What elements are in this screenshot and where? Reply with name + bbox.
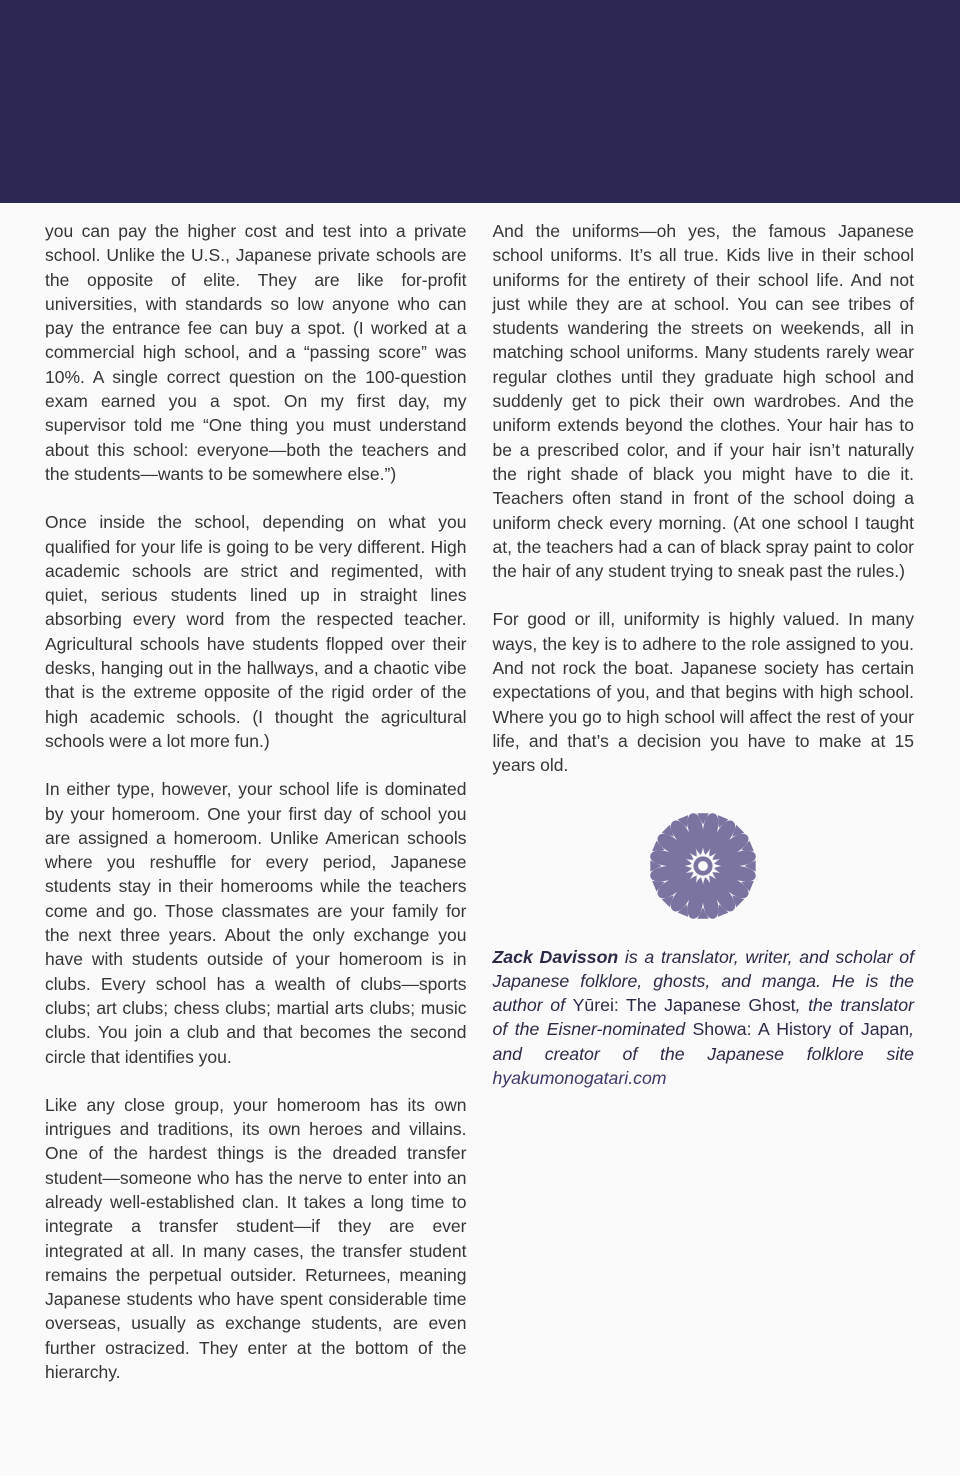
body-paragraph: For good or ill, uniformity is highly valued. In many ways, the key is to adhere to the role assigned to you. And not rock the boat. Japanese society has certain expectations of you, and that begins with high school. Where you go to high school will affect the rest of your life, and that’s a decision you have to make at 15 years old.	[492, 609, 914, 776]
author-bio	[493, 945, 915, 1091]
body-paragraph: Once inside the school, depending on what you qualified for your life is going to be very different. High academic schools are strict and regimented, with quiet, serious students lined up in straight lines absorbing every word from the respected teacher. Agricultural schools have students flopped over their desks, hanging out in the hallways, and a chaotic vibe that is the extreme opposite of the rigid order of the high academic schools. (I thought the agricultural schools were a lot more fun.)	[45, 512, 467, 751]
header-band	[0, 0, 960, 203]
bio-text: is a translator, writer, and scholar of Japanese folklore, ghosts, and manga. He is the author of	[492, 946, 914, 1016]
body-paragraph: you can pay the higher cost and test into a private school. Unlike the U.S., Japanese private schools are the opposite of elite. They are like for-profit universities, with standards so low anyone who can pay the entrance fee can buy a spot. (I worked at a commercial high school, and a “passing score” was 10%. A single correct question on the 100-question exam earned you a spot. On my first day, my supervisor told me “One thing you must understand about this school: everyone—both the teachers and the students—wants to be somewhere else.”)	[45, 221, 467, 484]
section-ornament	[493, 804, 915, 933]
left-column	[45, 219, 467, 1384]
chrysanthemum-seal-icon	[641, 804, 765, 928]
author-name: Zack Davisson	[492, 946, 619, 967]
bio-text: , and creator of the Japanese folklore site	[492, 1019, 914, 1064]
bio-text: , the translator of the Eisner-nominated	[492, 995, 914, 1040]
book-title: Showa: A History of Japan	[692, 1019, 910, 1040]
body-paragraph: And the uniforms—oh yes, the famous Japanese school uniforms. It’s all true. Kids live in their school uniforms for the entirety of their school life. And not just while they are at school. You can see tribes of students wandering the streets on weekends, all in matching school uniforms. Many students rarely wear regular clothes until they graduate high school and suddenly get to pick their own wardrobes. And the uniform extends beyond the clothes. Your hair has to be a prescribed color, and if your hair isn’t naturally the right shade of black you might have to die it. Teachers often stand in front of the school doing a uniform check every morning. (At one school I taught at, the teachers had a can of black spray paint to color the hair of any student trying to sneak past the rules.)	[492, 221, 914, 582]
body-paragraph: Like any close group, your homeroom has its own intrigues and traditions, its own heroes and villains. One of the hardest things is the dreaded transfer student—someone who has the nerve to enter into an already well-established clan. It takes a long time to integrate a transfer student—if they are ever integrated at all. In many cases, the transfer student remains the perpetual outsider. Returnees, meaning Japanese students who have spent considerable time overseas, usually as exchange students, are even further ostracized. They enter at the bottom of the hierarchy.	[45, 1094, 467, 1383]
body-paragraph: In either type, however, your school life is dominated by your homeroom. One your first day of school you are assigned a homeroom. Unlike American schools where you reshuffle for every period, Japanese students stay in their homerooms while the teachers come and go. Those classmates are your family for the next three years. About the only exchange you have with students outside of your homeroom is in clubs. Every school has a wealth of clubs—sports clubs; art clubs; chess clubs; martial arts clubs; music clubs. You join a club and that becomes the second circle that identifies you.	[45, 779, 467, 1067]
book-title: Yūrei: The Japanese Ghost	[572, 995, 796, 1016]
author-website-link[interactable]: hyakumonogatari.com	[492, 1068, 667, 1089]
article-body	[0, 203, 960, 1384]
right-column	[493, 219, 915, 1384]
